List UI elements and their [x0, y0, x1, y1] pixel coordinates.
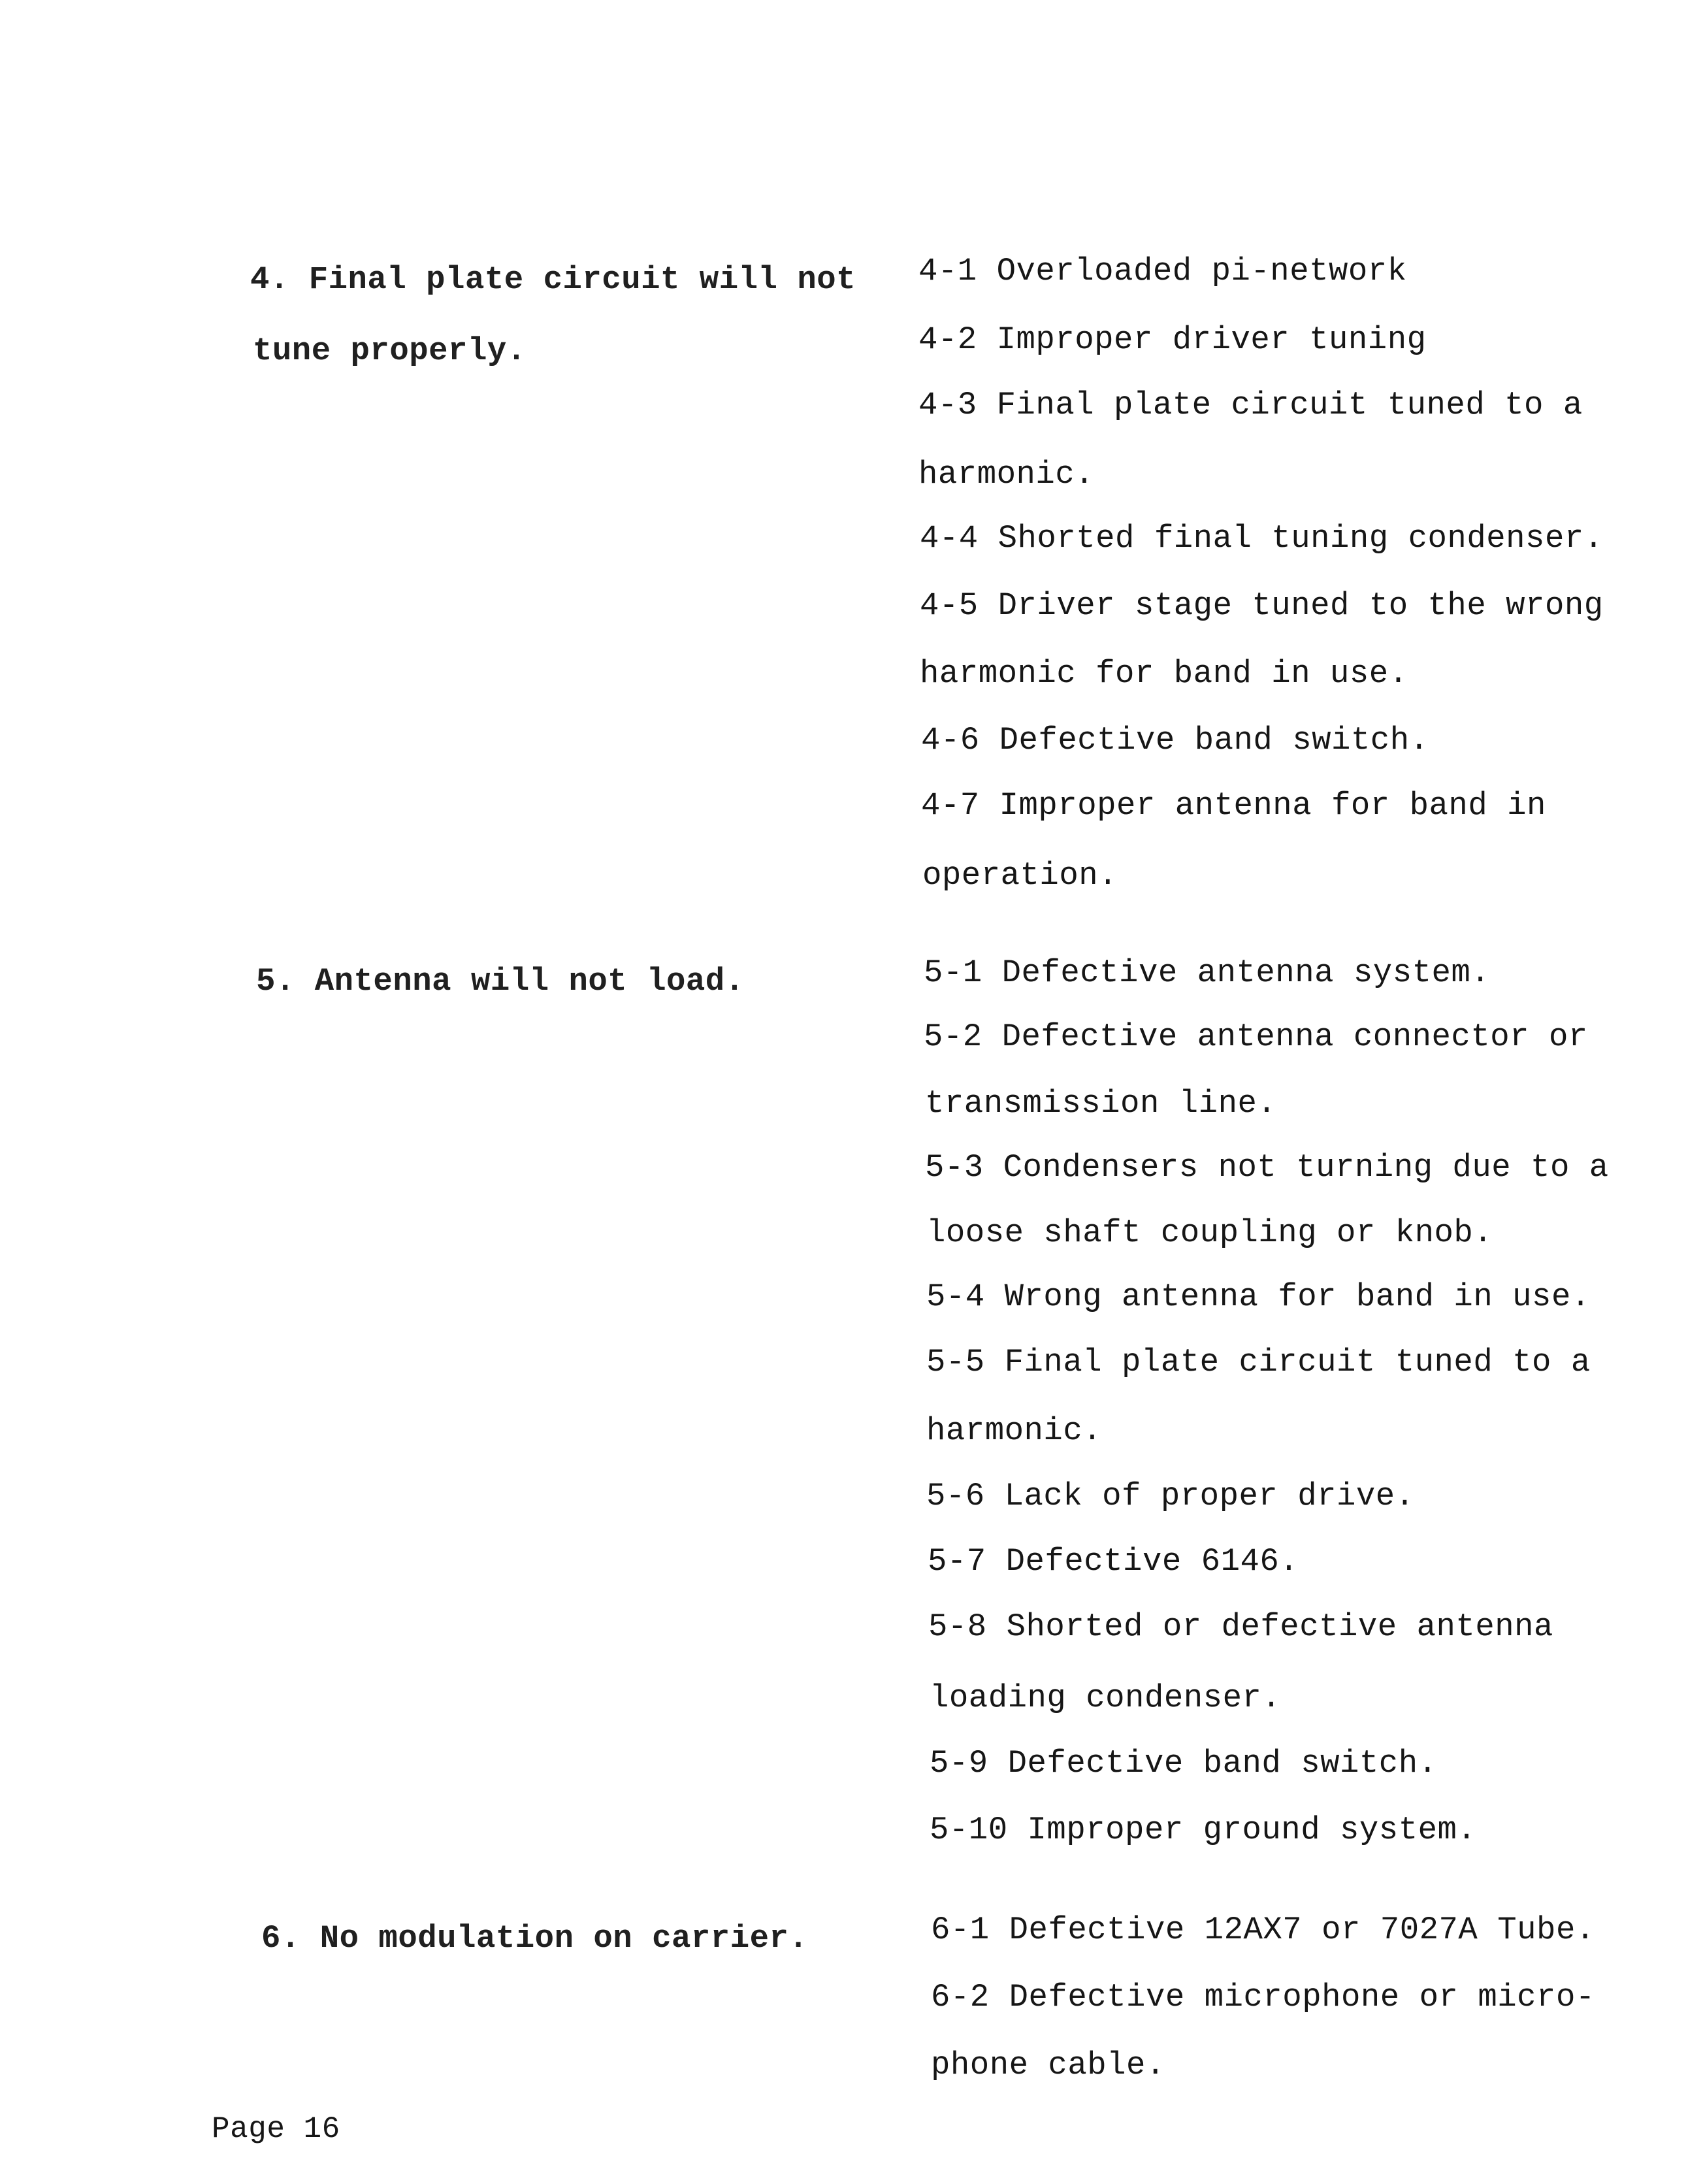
- problem-6: 6. No modulation on carrier.: [261, 1920, 809, 1957]
- cause-line: harmonic for band in use.: [920, 655, 1408, 692]
- cause-line: 4-2 Improper driver tuning: [918, 321, 1427, 358]
- cause-line: harmonic.: [926, 1412, 1103, 1449]
- cause-line: 6-2 Defective microphone or micro-: [931, 1979, 1595, 2015]
- cause-line: operation.: [922, 857, 1118, 894]
- cause-line: 4-7 Improper antenna for band in: [921, 787, 1546, 824]
- problem-5: 5. Antenna will not load.: [256, 963, 745, 1000]
- cause-line: 5-8 Shorted or defective antenna: [928, 1608, 1553, 1645]
- cause-line: 5-3 Condensers not turning due to a: [925, 1149, 1609, 1186]
- cause-line: transmission line.: [925, 1085, 1277, 1122]
- cause-line: 4-5 Driver stage tuned to the wrong: [920, 587, 1604, 624]
- cause-line: 5-2 Defective antenna connector or: [924, 1019, 1588, 1055]
- cause-line: 5-4 Wrong antenna for band in use.: [926, 1279, 1591, 1315]
- cause-line: 6-1 Defective 12AX7 or 7027A Tube.: [931, 1912, 1595, 1948]
- cause-line: phone cable.: [931, 2047, 1165, 2083]
- cause-line: 4-4 Shorted final tuning condenser.: [920, 520, 1604, 557]
- cause-line: 5-5 Final plate circuit tuned to a: [926, 1344, 1591, 1380]
- cause-line: loose shaft coupling or knob.: [926, 1214, 1493, 1251]
- cause-line: 4-3 Final plate circuit tuned to a: [918, 387, 1583, 423]
- problem-line: 4. Final plate circuit will not: [250, 261, 856, 298]
- cause-line: 4-1 Overloaded pi-network: [918, 253, 1407, 289]
- cause-line: 5-7 Defective 6146.: [928, 1543, 1299, 1580]
- cause-line: 5-9 Defective band switch.: [930, 1745, 1438, 1782]
- cause-line: loading condenser.: [930, 1680, 1282, 1716]
- cause-line: 5-1 Defective antenna system.: [924, 954, 1491, 991]
- cause-line: 4-6 Defective band switch.: [921, 722, 1429, 758]
- page-number: Page 16: [212, 2112, 340, 2146]
- cause-line: 5-6 Lack of proper drive.: [926, 1478, 1415, 1514]
- cause-line: 5-10 Improper ground system.: [930, 1812, 1477, 1848]
- cause-line: harmonic.: [918, 456, 1095, 493]
- problem-line: tune properly.: [253, 333, 527, 369]
